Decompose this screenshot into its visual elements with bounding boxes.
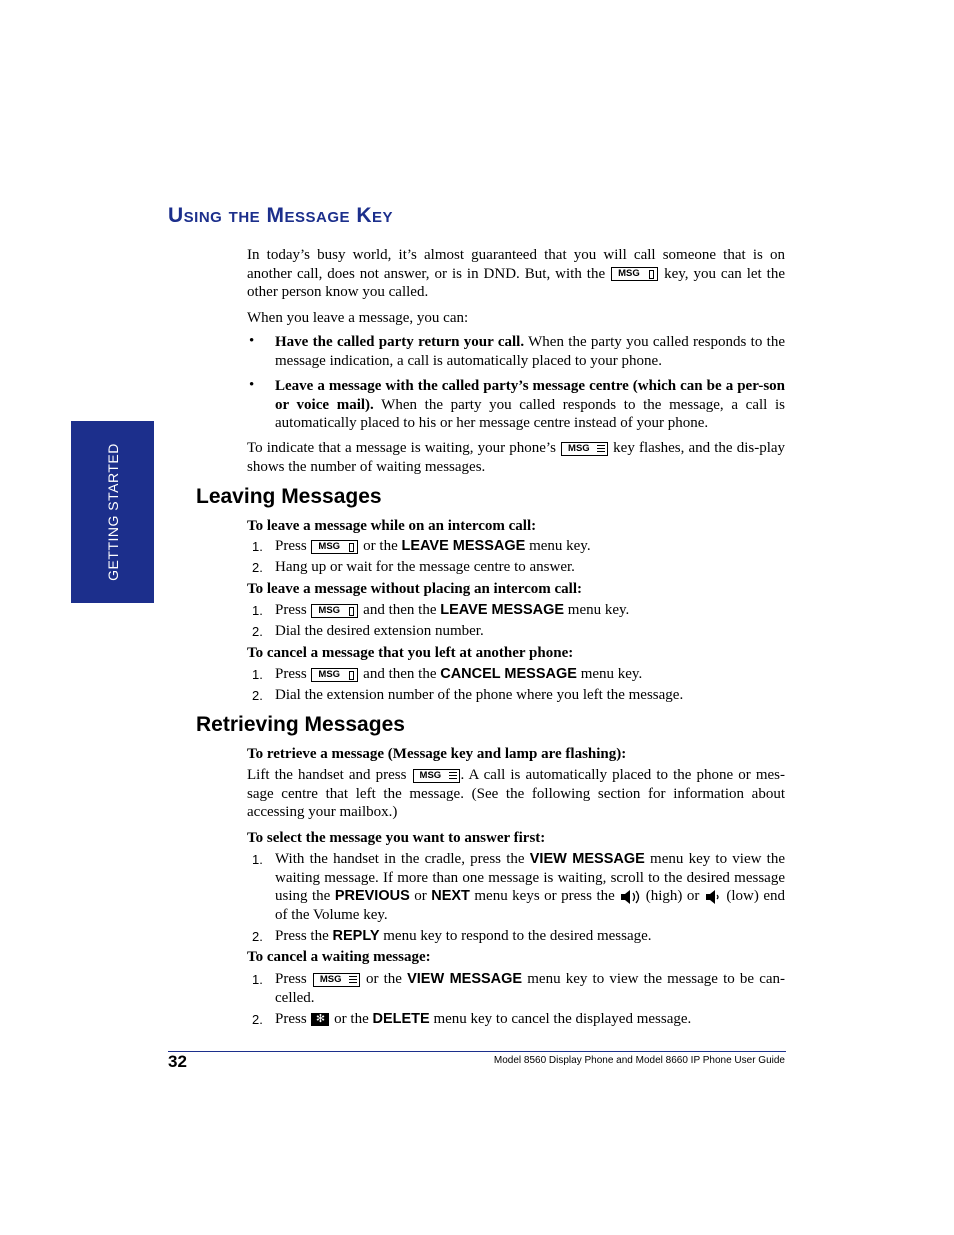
subheading: To retrieve a message (Message key and lamp are flashing): bbox=[247, 746, 627, 762]
volume-low-icon bbox=[704, 888, 722, 906]
page-number: 32 bbox=[168, 1052, 187, 1071]
cancel-message-key: CANCEL MESSAGE bbox=[440, 666, 577, 682]
reply-key: REPLY bbox=[332, 928, 380, 944]
msg-flash-key-icon: MSG bbox=[313, 973, 360, 987]
intro-text-b: key, you can let the other person know you called. bbox=[247, 265, 785, 300]
step-number: 2. bbox=[252, 560, 263, 575]
intro-text-a: In today’s busy world, it’s almost guaranteed that you will call someone that is on another call, does not answer, or is in DND. But, with the bbox=[247, 247, 785, 282]
view-message-key: VIEW MESSAGE bbox=[529, 851, 645, 867]
step-item: Press MSG and then the CANCEL MESSAGE menu key. bbox=[275, 666, 643, 682]
subheading: To cancel a message that you left at another phone: bbox=[247, 645, 574, 661]
msg-key-icon: MSG bbox=[611, 267, 658, 281]
volume-high-icon bbox=[619, 888, 641, 906]
step-item: With the handset in the cradle, press the VIEW MESSAGE menu key to view the waiting message. If more than one message is waiting, scroll to the desired message using the PREVIOUS or NEXT menu keys or press the (high) or (low) end of the Volume key. bbox=[275, 851, 785, 923]
msg-key-icon: MSG bbox=[311, 668, 358, 682]
step-item: Press MSG and then the LEAVE MESSAGE menu key. bbox=[275, 602, 630, 618]
step-item: Hang up or wait for the message centre to answer. bbox=[275, 559, 575, 575]
subheading: To cancel a waiting message: bbox=[247, 949, 431, 965]
bullet-icon: • bbox=[249, 377, 255, 393]
retrieve-paragraph: Lift the handset and press MSG . A call is automatically placed to the phone or mes-sage centre that left the message. (See the following section for information about accessing your mailbox.) bbox=[247, 767, 786, 820]
leave-message-key: LEAVE MESSAGE bbox=[401, 538, 526, 554]
bullet-item bbox=[275, 377, 785, 433]
step-number: 2. bbox=[252, 624, 263, 639]
subheading: To leave a message without placing an intercom call: bbox=[247, 581, 582, 597]
retrieving-heading: Retrieving Messages bbox=[196, 713, 405, 736]
indicator-paragraph bbox=[247, 439, 785, 476]
step-number: 1. bbox=[252, 852, 263, 867]
indicator-text-a: To indicate that a message is waiting, your phone’s bbox=[247, 440, 556, 456]
delete-key: DELETE bbox=[372, 1011, 430, 1027]
bullet-text: When the party you called responds to the message indication, a call is automatically placed to your phone. bbox=[275, 334, 785, 369]
msg-key-icon: MSG bbox=[311, 540, 358, 554]
guide-title: Model 8560 Display Phone and Model 8660 IP Phone User Guide bbox=[493, 1055, 785, 1066]
msg-flash-key-icon: MSG bbox=[413, 769, 460, 783]
step-item: Press ✻ or the DELETE menu key to cancel the displayed message. bbox=[275, 1011, 692, 1027]
section-title: Using the Message Key bbox=[168, 204, 394, 227]
bullet-item bbox=[275, 333, 785, 370]
section-tab bbox=[71, 421, 154, 603]
leaving-heading: Leaving Messages bbox=[196, 485, 382, 508]
indicator-text-b: key flashes, and the dis-play shows the number of waiting messages. bbox=[247, 440, 786, 475]
previous-key: PREVIOUS bbox=[334, 888, 410, 904]
subheading: To select the message you want to answer first: bbox=[247, 830, 546, 846]
step-number: 2. bbox=[252, 688, 263, 703]
step-item: Press the REPLY menu key to respond to the desired message. bbox=[275, 928, 652, 944]
step-item: Press MSG or the LEAVE MESSAGE menu key. bbox=[275, 538, 591, 554]
subheading: To leave a message while on an intercom call: bbox=[247, 518, 537, 534]
view-message-key: VIEW MESSAGE bbox=[407, 971, 523, 987]
step-item: Press MSG or the VIEW MESSAGE menu key to view the message to be can-celled. bbox=[275, 971, 786, 1006]
step-number: 1. bbox=[252, 539, 263, 554]
next-key: NEXT bbox=[431, 888, 470, 904]
msg-flash-key-icon: MSG bbox=[561, 442, 608, 456]
bullet-icon: • bbox=[249, 333, 255, 349]
leave-message-key: LEAVE MESSAGE bbox=[440, 602, 565, 618]
step-number: 1. bbox=[252, 667, 263, 682]
step-number: 2. bbox=[252, 1012, 263, 1027]
step-number: 1. bbox=[252, 603, 263, 618]
section-tab-label: GETTING STARTED bbox=[104, 443, 121, 581]
footer-divider bbox=[168, 1051, 786, 1052]
msg-key-icon: MSG bbox=[311, 604, 358, 618]
intro-paragraph bbox=[247, 246, 785, 302]
step-item: Dial the desired extension number. bbox=[275, 623, 484, 639]
star-key-icon: ✻ bbox=[311, 1013, 329, 1026]
bullet-text: When the party you called responds to the message, a call is automatically placed to his or her message centre instead of your phone. bbox=[275, 396, 785, 431]
intro-lead: When you leave a message, you can: bbox=[247, 310, 469, 326]
bullet-bold: Leave a message with the called party’s message centre (which can be a per-son or voice mail). bbox=[275, 378, 785, 413]
bullet-bold: Have the called party return your call. bbox=[275, 334, 525, 350]
step-item: Dial the extension number of the phone where you left the message. bbox=[275, 687, 684, 703]
step-number: 1. bbox=[252, 972, 263, 987]
step-number: 2. bbox=[252, 929, 263, 944]
